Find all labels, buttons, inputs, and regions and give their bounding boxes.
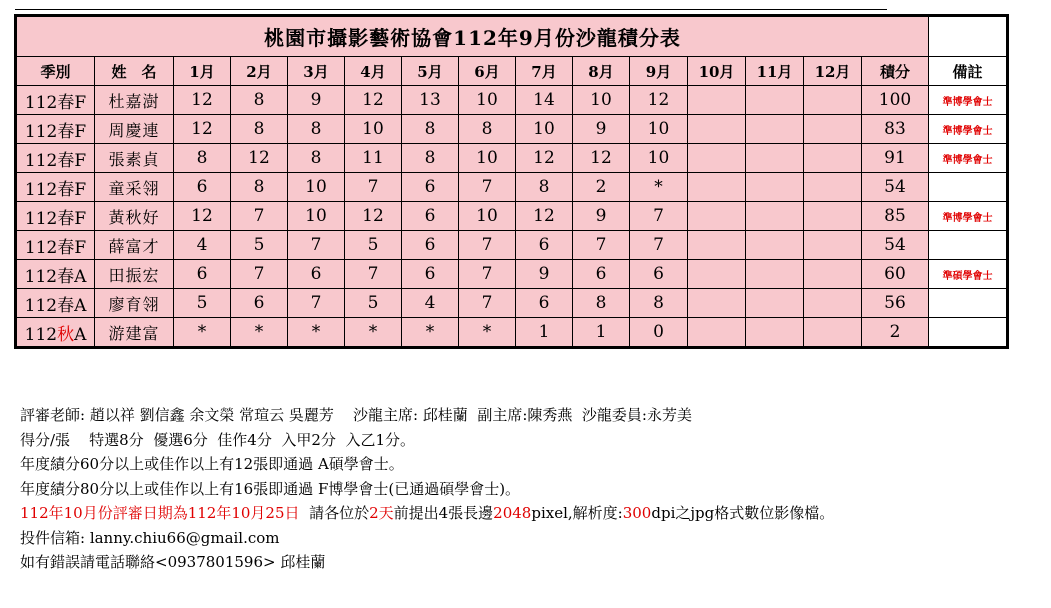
- month-score: [688, 144, 746, 173]
- season-year: 112: [24, 121, 58, 142]
- total-score: 2: [862, 318, 929, 348]
- member-name: 童采翎: [95, 173, 174, 202]
- month-score: 6: [174, 173, 231, 202]
- month-score: 6: [402, 260, 459, 289]
- month-score: 6: [288, 260, 345, 289]
- month-score: 8: [288, 144, 345, 173]
- total-score: 100: [862, 86, 929, 115]
- total-score: 83: [862, 115, 929, 144]
- month-score: 5: [231, 231, 288, 260]
- member-name: 薛富才: [95, 231, 174, 260]
- month-score: 7: [630, 202, 688, 231]
- month-score: *: [174, 318, 231, 348]
- month-score: *: [630, 173, 688, 202]
- deadline-line: [20, 501, 834, 526]
- deadline-date: 112年10月份評審日期為112年10月25日: [20, 504, 300, 522]
- season-class: A: [74, 295, 87, 316]
- month-score: 5: [345, 289, 402, 318]
- member-name: 張素貞: [95, 144, 174, 173]
- column-header: 積分: [862, 57, 929, 86]
- column-header: 5月: [402, 57, 459, 86]
- season-term: 秋: [57, 324, 75, 345]
- table-row: [16, 86, 1008, 115]
- month-score: [746, 231, 804, 260]
- deadline-mid-b: 前提出4張長邊: [393, 504, 494, 522]
- month-score: 10: [345, 115, 402, 144]
- season-cell: [16, 231, 95, 260]
- month-score: [688, 173, 746, 202]
- column-header: 姓 名: [95, 57, 174, 86]
- month-score: [804, 173, 862, 202]
- month-score: 8: [573, 289, 630, 318]
- column-header: 12月: [804, 57, 862, 86]
- month-score: 8: [288, 115, 345, 144]
- table-row: [16, 173, 1008, 202]
- total-score: 85: [862, 202, 929, 231]
- info-section: [20, 403, 834, 575]
- month-score: [746, 260, 804, 289]
- month-score: *: [402, 318, 459, 348]
- season-class: F: [74, 208, 87, 229]
- season-class: F: [74, 121, 87, 142]
- judges-line: 評審老師: 趙以祥 劉信鑫 余文榮 常瑄云 吳麗芳 沙龍主席: 邱桂蘭 副主席:陳秀燕 沙龍委員:永芳美: [20, 406, 692, 424]
- month-score: 4: [174, 231, 231, 260]
- month-score: [804, 86, 862, 115]
- email-line: 投件信箱: lanny.chiu66@gmail.com: [20, 528, 280, 547]
- season-cell: [16, 86, 95, 115]
- month-score: 8: [402, 115, 459, 144]
- month-score: 9: [288, 86, 345, 115]
- month-score: 12: [630, 86, 688, 115]
- member-name: 田振宏: [95, 260, 174, 289]
- month-score: 7: [288, 289, 345, 318]
- season-year: 112: [24, 92, 58, 113]
- deadline-mid-a: 請各位於: [299, 504, 370, 522]
- month-score: 10: [459, 144, 516, 173]
- season-cell: [16, 202, 95, 231]
- season-term: 春: [57, 295, 75, 316]
- table-row: [16, 231, 1008, 260]
- table-title: 桃園市攝影藝術協會112年9月份沙龍積分表: [16, 16, 929, 57]
- season-cell: [16, 318, 95, 348]
- month-score: 2: [573, 173, 630, 202]
- season-term: 春: [57, 92, 75, 113]
- month-score: [746, 86, 804, 115]
- month-score: 7: [231, 260, 288, 289]
- month-score: [688, 289, 746, 318]
- month-score: [688, 115, 746, 144]
- month-score: 6: [402, 202, 459, 231]
- month-score: *: [459, 318, 516, 348]
- member-name: 周慶連: [95, 115, 174, 144]
- month-score: 7: [459, 260, 516, 289]
- month-score: [746, 289, 804, 318]
- season-cell: [16, 115, 95, 144]
- column-header: 2月: [231, 57, 288, 86]
- season-class: F: [74, 179, 87, 200]
- month-score: 1: [516, 318, 573, 348]
- column-header: 4月: [345, 57, 402, 86]
- column-header: 季別: [16, 57, 95, 86]
- season-class: F: [74, 150, 87, 171]
- note-cell: 準博學會士: [929, 202, 1008, 231]
- month-score: 8: [630, 289, 688, 318]
- month-score: 7: [459, 289, 516, 318]
- member-name: 游建富: [95, 318, 174, 348]
- column-header: 9月: [630, 57, 688, 86]
- month-score: 10: [516, 115, 573, 144]
- month-score: [804, 115, 862, 144]
- month-score: 10: [573, 86, 630, 115]
- season-year: 112: [24, 324, 58, 345]
- table-row: [16, 144, 1008, 173]
- month-score: [746, 202, 804, 231]
- month-score: 12: [516, 202, 573, 231]
- month-score: *: [288, 318, 345, 348]
- month-score: 7: [345, 173, 402, 202]
- month-score: [804, 231, 862, 260]
- month-score: 8: [516, 173, 573, 202]
- month-score: 0: [630, 318, 688, 348]
- month-score: 9: [573, 202, 630, 231]
- table-row: [16, 289, 1008, 318]
- month-score: [688, 260, 746, 289]
- note-cell: [929, 318, 1008, 348]
- header-row: [16, 57, 1008, 86]
- month-score: 12: [174, 86, 231, 115]
- month-score: 6: [174, 260, 231, 289]
- month-score: 12: [174, 202, 231, 231]
- month-score: 12: [516, 144, 573, 173]
- month-score: 6: [516, 231, 573, 260]
- month-score: 8: [402, 144, 459, 173]
- member-name: 杜嘉澍: [95, 86, 174, 115]
- season-term: 春: [57, 266, 75, 287]
- season-cell: [16, 260, 95, 289]
- month-score: 10: [630, 144, 688, 173]
- note-cell: [929, 231, 1008, 260]
- month-score: [804, 144, 862, 173]
- season-class: F: [74, 237, 87, 258]
- season-year: 112: [24, 150, 58, 171]
- month-score: 7: [459, 231, 516, 260]
- column-header: 10月: [688, 57, 746, 86]
- month-score: 6: [402, 231, 459, 260]
- contact-line: 如有錯誤請電話聯絡<0937801596> 邱桂蘭: [20, 553, 326, 571]
- month-score: 5: [174, 289, 231, 318]
- month-score: 6: [630, 260, 688, 289]
- season-class: F: [74, 92, 87, 113]
- title-blank-cell: [929, 16, 1008, 57]
- column-header: 3月: [288, 57, 345, 86]
- note-cell: 準博學會士: [929, 115, 1008, 144]
- month-score: [746, 173, 804, 202]
- column-header: 6月: [459, 57, 516, 86]
- season-year: 112: [24, 266, 58, 287]
- month-score: 10: [288, 202, 345, 231]
- season-cell: [16, 173, 95, 202]
- month-score: 12: [345, 86, 402, 115]
- month-score: 4: [402, 289, 459, 318]
- month-score: 6: [231, 289, 288, 318]
- month-score: 8: [174, 144, 231, 173]
- deadline-days: 2天: [369, 504, 394, 522]
- month-score: [804, 260, 862, 289]
- rule-a-line: 年度績分60分以上或佳作以上有12張即通過 A碩學會士。: [20, 455, 404, 473]
- season-term: 春: [57, 150, 75, 171]
- column-header: 11月: [746, 57, 804, 86]
- season-year: 112: [24, 295, 58, 316]
- total-score: 54: [862, 173, 929, 202]
- deadline-pixels: 2048: [493, 504, 532, 522]
- month-score: 6: [516, 289, 573, 318]
- rule-f-line: 年度績分80分以上或佳作以上有16張即通過 F博學會士(已通過碩學會士)。: [20, 479, 521, 498]
- month-score: 7: [459, 173, 516, 202]
- month-score: 9: [516, 260, 573, 289]
- season-class: A: [74, 324, 87, 345]
- season-cell: [16, 144, 95, 173]
- season-cell: [16, 289, 95, 318]
- month-score: [804, 202, 862, 231]
- total-score: 56: [862, 289, 929, 318]
- month-score: 12: [345, 202, 402, 231]
- note-cell: [929, 173, 1008, 202]
- table-row: [16, 318, 1008, 348]
- month-score: *: [231, 318, 288, 348]
- season-year: 112: [24, 208, 58, 229]
- month-score: [688, 231, 746, 260]
- month-score: 13: [402, 86, 459, 115]
- month-score: 8: [231, 86, 288, 115]
- note-cell: 準博學會士: [929, 86, 1008, 115]
- season-term: 春: [57, 121, 75, 142]
- column-header: 備註: [929, 57, 1008, 86]
- member-name: 廖育翎: [95, 289, 174, 318]
- month-score: 10: [459, 86, 516, 115]
- points-line: 得分/張 特選8分 優選6分 佳作4分 入甲2分 入乙1分。: [20, 430, 415, 449]
- month-score: 7: [345, 260, 402, 289]
- month-score: 12: [174, 115, 231, 144]
- month-score: 7: [231, 202, 288, 231]
- table-row: [16, 202, 1008, 231]
- month-score: [688, 202, 746, 231]
- total-score: 60: [862, 260, 929, 289]
- month-score: 7: [288, 231, 345, 260]
- season-year: 112: [24, 237, 58, 258]
- deadline-dpi: 300: [622, 504, 652, 522]
- deadline-mid-c: pixel,解析度:: [531, 504, 623, 522]
- month-score: 8: [231, 173, 288, 202]
- month-score: [688, 86, 746, 115]
- month-score: 10: [288, 173, 345, 202]
- month-score: 1: [573, 318, 630, 348]
- month-score: [804, 289, 862, 318]
- month-score: 10: [459, 202, 516, 231]
- month-score: 10: [630, 115, 688, 144]
- month-score: 11: [345, 144, 402, 173]
- month-score: 12: [573, 144, 630, 173]
- month-score: 14: [516, 86, 573, 115]
- table-row: [16, 260, 1008, 289]
- month-score: 6: [402, 173, 459, 202]
- column-header: 8月: [573, 57, 630, 86]
- month-score: 7: [573, 231, 630, 260]
- month-score: [746, 144, 804, 173]
- month-score: [688, 318, 746, 348]
- column-header: 7月: [516, 57, 573, 86]
- column-header: 1月: [174, 57, 231, 86]
- month-score: 8: [459, 115, 516, 144]
- table-row: [16, 115, 1008, 144]
- month-score: 9: [573, 115, 630, 144]
- top-rule: [15, 9, 887, 10]
- season-term: 春: [57, 237, 75, 258]
- member-name: 黃秋好: [95, 202, 174, 231]
- score-table: [14, 14, 1009, 349]
- note-cell: [929, 289, 1008, 318]
- month-score: [804, 318, 862, 348]
- month-score: 6: [573, 260, 630, 289]
- season-class: A: [74, 266, 87, 287]
- month-score: 8: [231, 115, 288, 144]
- note-cell: 準碩學會士: [929, 260, 1008, 289]
- month-score: *: [345, 318, 402, 348]
- season-term: 春: [57, 208, 75, 229]
- season-year: 112: [24, 179, 58, 200]
- deadline-end: dpi之jpg格式數位影像檔。: [651, 504, 835, 522]
- month-score: 5: [345, 231, 402, 260]
- total-score: 91: [862, 144, 929, 173]
- month-score: 12: [231, 144, 288, 173]
- season-term: 春: [57, 179, 75, 200]
- total-score: 54: [862, 231, 929, 260]
- month-score: 7: [630, 231, 688, 260]
- note-cell: 準博學會士: [929, 144, 1008, 173]
- month-score: [746, 318, 804, 348]
- month-score: [746, 115, 804, 144]
